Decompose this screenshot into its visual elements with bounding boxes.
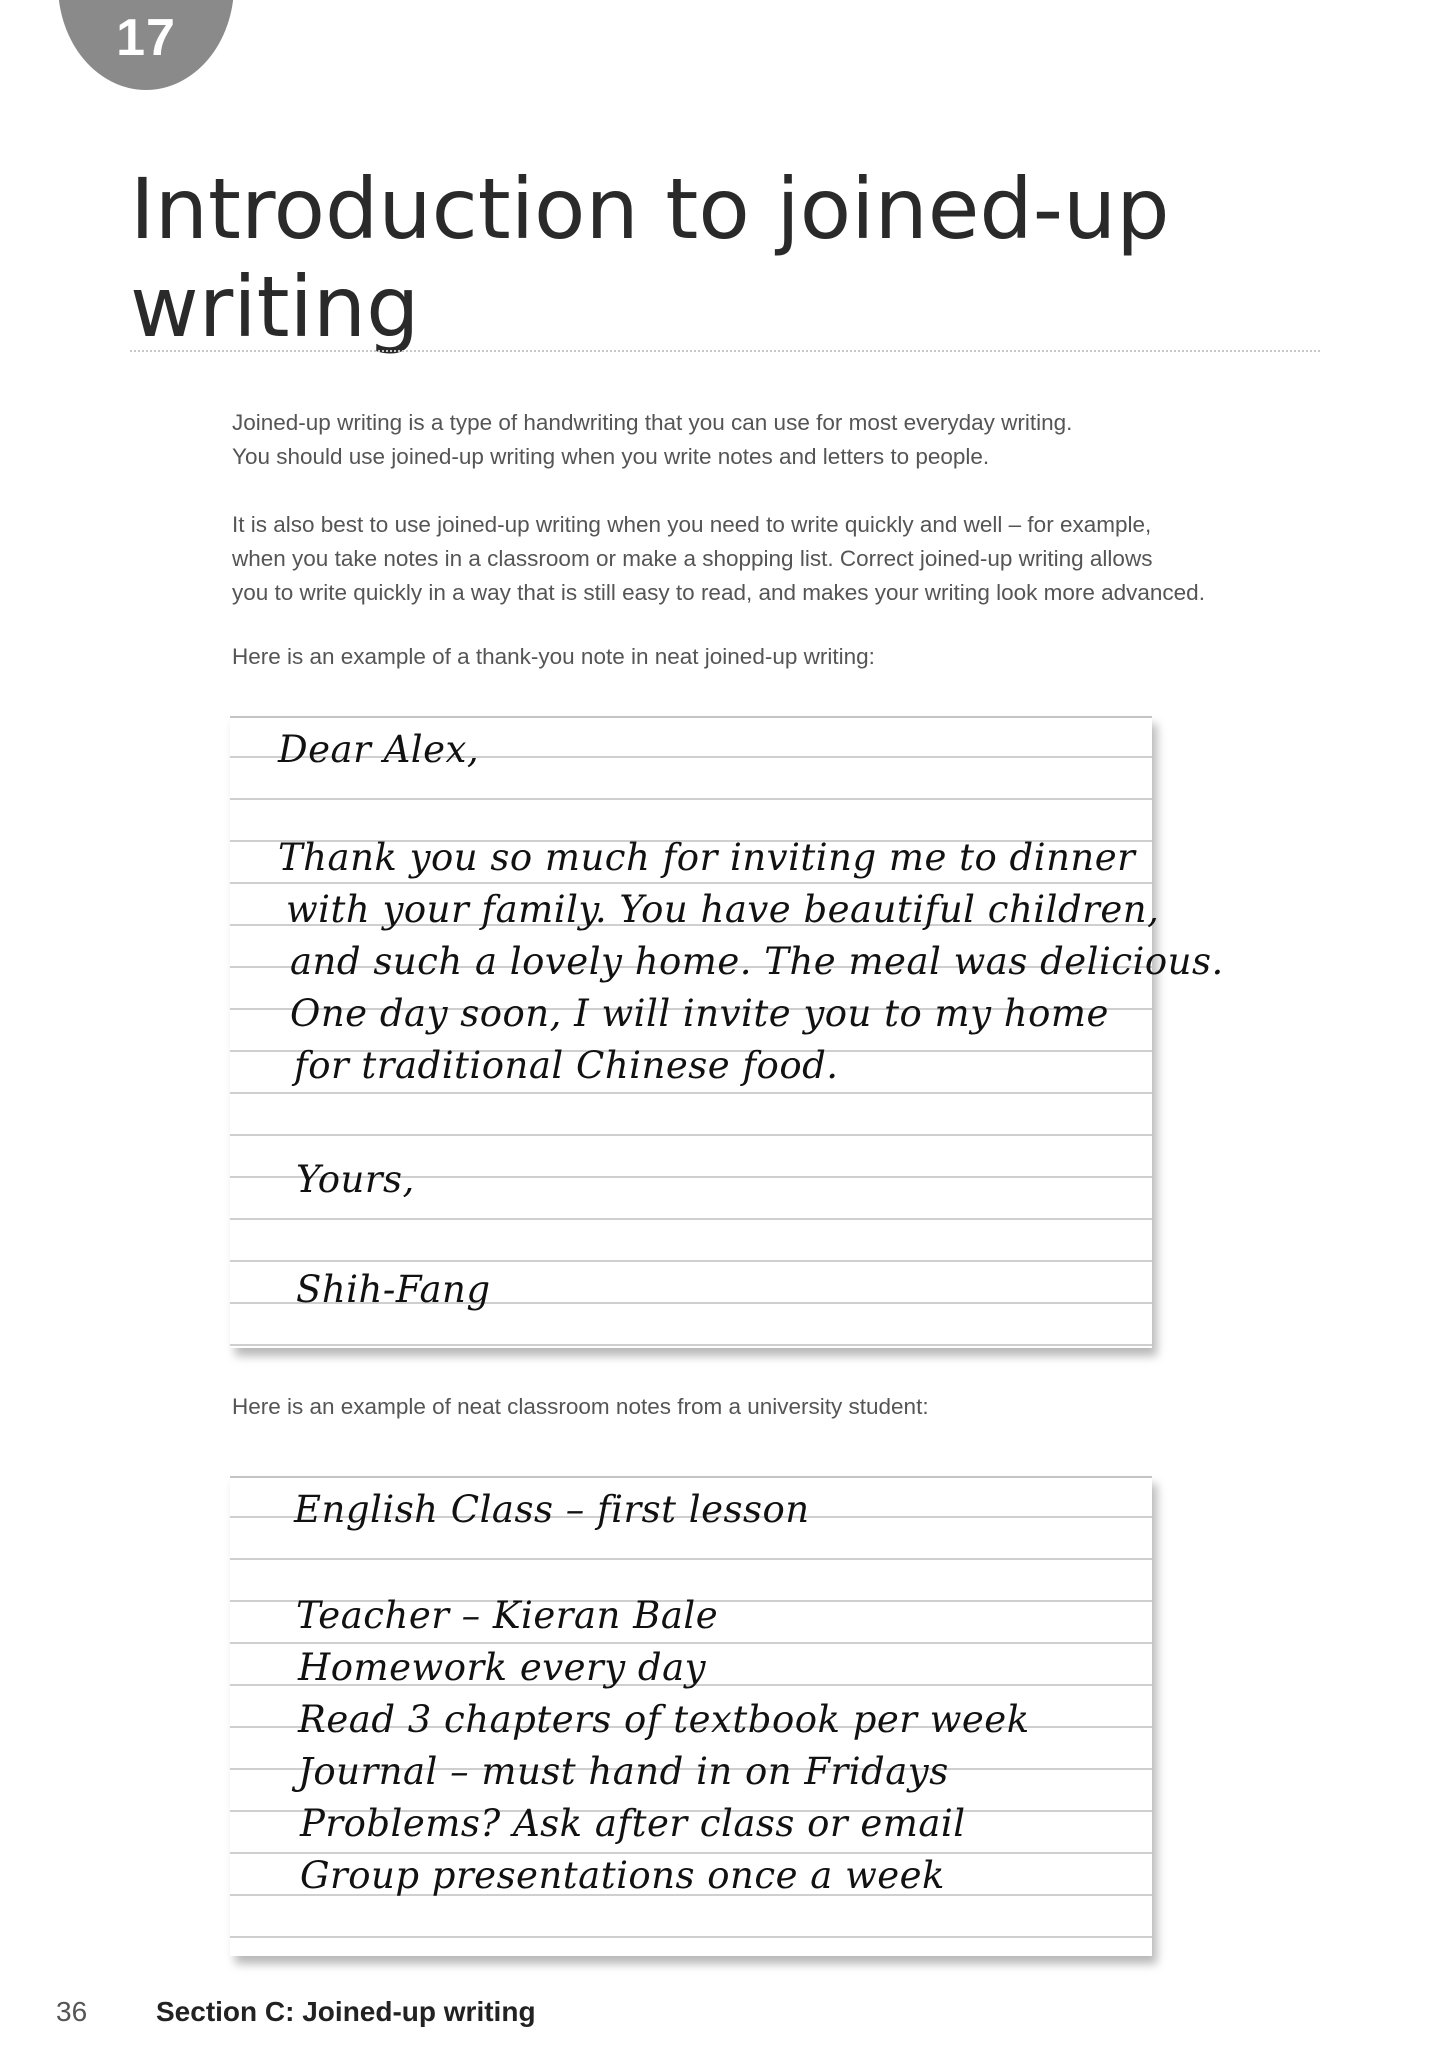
- class-notes-caption: Here is an example of neat classroom notes from a university student:: [232, 1394, 929, 1419]
- class-notes-line: Journal – must hand in on Fridays: [298, 1750, 949, 1793]
- note-greeting: Dear Alex,: [278, 728, 480, 771]
- class-notes-line: Problems? Ask after class or email: [300, 1802, 966, 1845]
- note-body-line: for traditional Chinese food.: [294, 1044, 839, 1087]
- intro-paragraph-1-line-1: Joined-up writing is a type of handwriting that you can use for most everyday writing.: [232, 410, 1073, 435]
- note-body-line: One day soon, I will invite you to my home: [290, 992, 1109, 1035]
- page-number: 36: [56, 1996, 88, 2027]
- class-notes-line: Group presentations once a week: [300, 1854, 945, 1897]
- note-body-line: with your family. You have beautiful children,: [286, 888, 1160, 931]
- intro-paragraph-1-line-2: You should use joined-up writing when you write notes and letters to people.: [232, 444, 990, 469]
- section-footer: Section C: Joined-up writing: [156, 1996, 536, 2027]
- note-signature: Shih-Fang: [296, 1268, 491, 1311]
- thank-you-note-card: [230, 716, 1224, 1348]
- intro-paragraph-2-line-2: when you take notes in a classroom or make a shopping list. Correct joined-up writing allows: [232, 546, 1153, 571]
- class-notes-line: Read 3 chapters of textbook per week: [298, 1698, 1030, 1741]
- unit-number-badge: [58, 0, 234, 90]
- card-top-rule: [230, 716, 1152, 718]
- class-notes-line: Teacher – Kieran Bale: [296, 1594, 719, 1637]
- class-notes-card: [230, 1476, 1152, 1956]
- card-top-rule: [230, 1476, 1152, 1478]
- note-body-line: Thank you so much for inviting me to dinner: [278, 836, 1136, 879]
- note-closing: Yours,: [296, 1158, 415, 1201]
- title-divider: [130, 350, 1320, 352]
- page-title: Introduction to joined-up writing: [130, 160, 1170, 356]
- thank-you-note-caption: Here is an example of a thank-you note in neat joined-up writing:: [232, 644, 875, 669]
- class-notes-heading: English Class – first lesson: [294, 1488, 810, 1531]
- note-body-line: and such a lovely home. The meal was delicious.: [290, 940, 1224, 983]
- intro-paragraph-2-line-3: you to write quickly in a way that is still easy to read, and makes your writing look more advanced.: [232, 580, 1205, 605]
- intro-paragraph-2-line-1: It is also best to use joined-up writing when you need to write quickly and well – for example,: [232, 512, 1152, 537]
- class-notes-line: Homework every day: [298, 1646, 707, 1689]
- unit-number: 17: [116, 9, 176, 67]
